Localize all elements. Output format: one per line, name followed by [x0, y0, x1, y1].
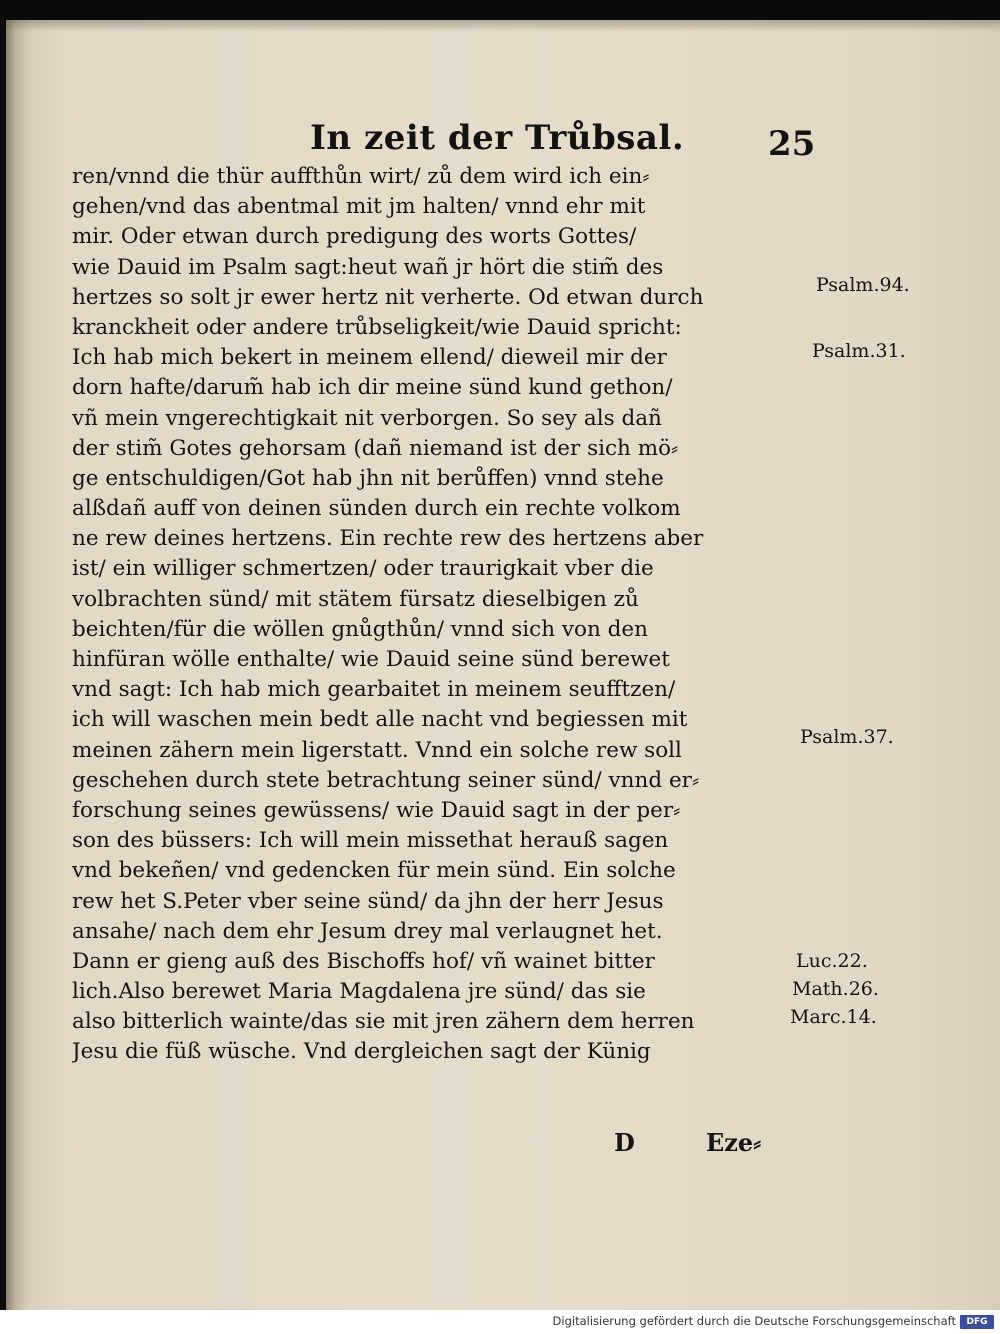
text-line: ren/vnnd die thür auffthůn wirt/ zů dem wird ich ein⸗ — [72, 164, 650, 189]
text-line: also bitterlich wainte/das sie mit jren zähern dem herren — [72, 1009, 695, 1035]
text-line: Ich hab mich bekert in meinem ellend/ dieweil mir der — [72, 345, 667, 371]
text-line: rew het S.Peter vber seine sünd/ da jhn der herr Jesus — [72, 888, 664, 914]
text-line: lich.Also berewet Maria Magdalena jre sünd/ das sie — [72, 979, 646, 1005]
text-line: beichten/für die wöllen gnůgthůn/ vnnd sich von den — [72, 616, 648, 642]
text-line: ansahe/ nach dem ehr Jesum drey mal verlaugnet het. — [72, 918, 663, 944]
text-line: meinen zähern mein ligerstatt. Vnnd ein solche rew soll — [72, 737, 682, 763]
page-edge-shadow — [6, 20, 1000, 32]
text-line: vñ mein vngerechtigkait nit verborgen. So sey als dañ — [72, 405, 662, 431]
signature-mark: D — [614, 1128, 635, 1157]
marginal-note: Psalm.31. — [812, 340, 906, 362]
marginal-note: Psalm.94. — [816, 274, 910, 296]
text-line: ge entschuldigen/Got hab jhn nit berůffen) vnnd stehe — [72, 465, 664, 491]
text-line: forschung seines gewüssens/ wie Dauid sagt in der per⸗ — [72, 797, 681, 823]
text-line: hertzes so solt jr ewer hertz nit verherte. Od etwan durch — [72, 284, 704, 310]
text-line: hinfüran wölle enthalte/ wie Dauid seine sünd berewet — [72, 647, 670, 672]
text-line: geschehen durch stete betrachtung seiner sünd/ vnnd er⸗ — [72, 767, 700, 793]
text-line: gehen/vnd das abentmal mit jm halten/ vnnd ehr mit — [72, 194, 646, 220]
marginal-note: Psalm.37. — [800, 726, 894, 748]
body-text — [72, 162, 812, 1068]
footer-bar — [0, 1310, 1000, 1334]
page-number: 25 — [768, 124, 816, 164]
text-line: wie Dauid im Psalm sagt:heut wañ jr hört die stim̃ des — [72, 254, 664, 280]
text-line: der stim̃ Gotes gehorsam (dañ niemand ist der sich mö⸗ — [72, 435, 679, 461]
text-line: alßdañ auff von deinen sünden durch ein rechte volkom — [72, 496, 681, 522]
text-line: vnd bekeñen/ vnd gedencken für mein sünd. Ein solche — [72, 858, 676, 884]
text-line: vnd sagt: Ich hab mich gearbaitet in meinem seufftzen/ — [72, 677, 676, 703]
text-line: ne rew deines hertzens. Ein rechte rew des hertzens aber — [72, 526, 704, 552]
text-line: ich will waschen mein bedt alle nacht vnd begiessen mit — [72, 707, 688, 733]
catchword: Eze⸗ — [706, 1128, 762, 1157]
text-line: mir. Oder etwan durch predigung des worts Gottes/ — [72, 224, 637, 250]
text-line: volbrachten sünd/ mit stätem fürsatz dieselbigen zů — [72, 586, 639, 612]
dfg-logo: DFG — [960, 1315, 994, 1329]
marginal-note: Luc.22. — [796, 950, 868, 972]
text-line: Jesu die füß wüsche. Vnd dergleichen sagt der Künig — [72, 1039, 651, 1065]
running-head: In zeit der Trůbsal. — [310, 118, 685, 158]
text-line: ist/ ein williger schmertzen/ oder traurigkait vber die — [72, 556, 654, 582]
marginal-note: Math.26. — [792, 978, 879, 1000]
text-line: son des büssers: Ich will mein missethat herauß sagen — [72, 828, 669, 854]
text-line: dorn hafte/darum̃ hab ich dir meine sünd kund gethon/ — [72, 375, 673, 401]
marginal-note: Marc.14. — [790, 1006, 877, 1028]
text-line: Dann er gieng auß des Bischoffs hof/ vñ wainet bitter — [72, 948, 655, 974]
footer-credit: Digitalisierung gefördert durch die Deutsche Forschungsgemeinschaft — [552, 1314, 956, 1328]
text-line: kranckheit oder andere trůbseligkeit/wie Dauid spricht: — [72, 314, 682, 340]
